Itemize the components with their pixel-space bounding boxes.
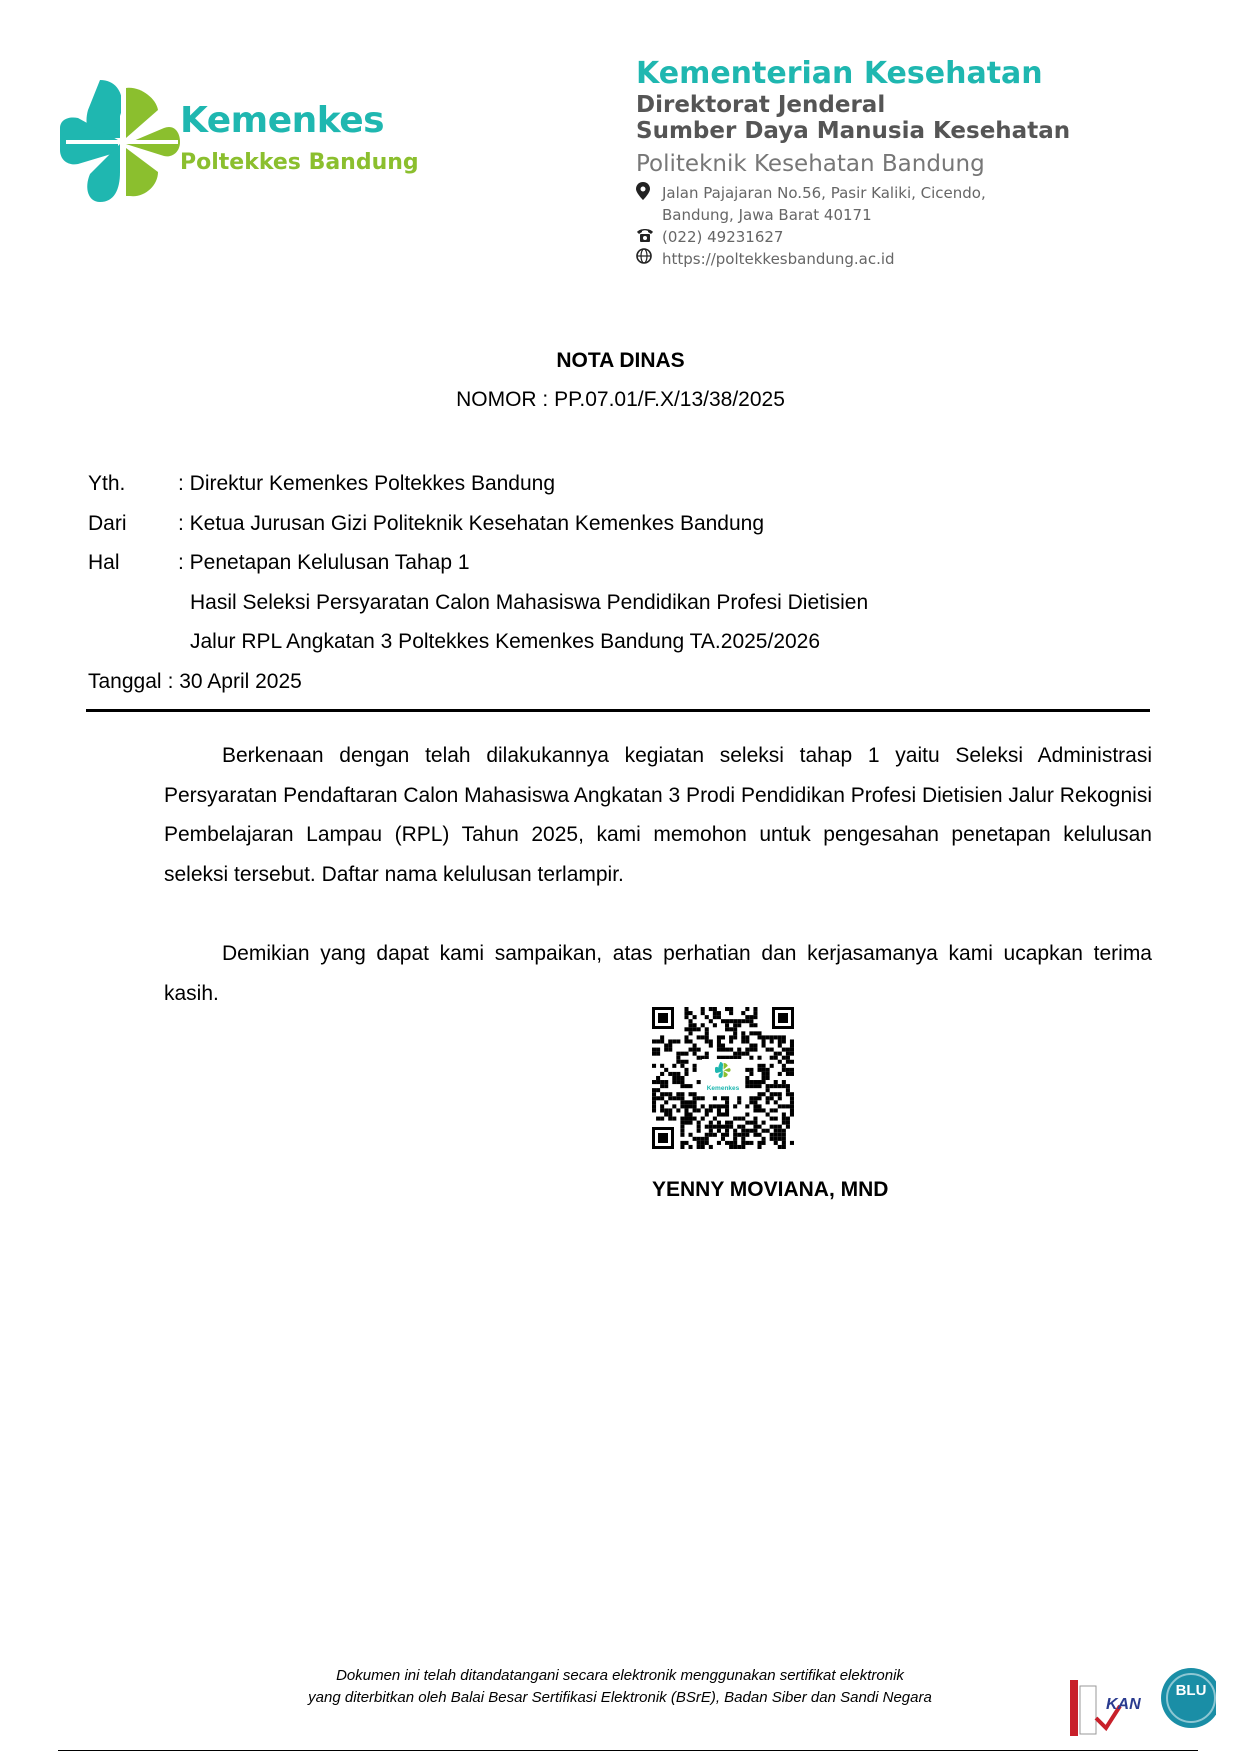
globe-icon	[636, 248, 662, 270]
separator-rule	[86, 709, 1150, 712]
tanggal-label: Tanggal	[88, 669, 162, 693]
letterhead	[636, 56, 1196, 270]
directorate-line-2: Sumber Daya Manusia Kesehatan	[636, 118, 1071, 144]
ministry-name: Kementerian Kesehatan	[636, 56, 1043, 91]
meta-row-tanggal	[88, 662, 868, 702]
kan-badge: KAN	[1106, 1696, 1141, 1713]
address-line-1: Jalan Pajajaran No.56, Pasir Kaliki, Cicendo,	[662, 184, 986, 202]
memo-meta	[88, 464, 868, 701]
qr-caption: Kemenkes	[706, 1085, 740, 1092]
document-title: NOTA DINAS	[556, 349, 685, 372]
phone-number: (022) 49231627	[662, 228, 784, 246]
institution-name: Politeknik Kesehatan Bandung	[636, 151, 985, 177]
hal-value-2: Hasil Seleksi Persyaratan Calon Mahasiswa Pendidikan Profesi Dietisien	[190, 590, 869, 614]
document-number: NOMOR : PP.07.01/F.X/13/38/2025	[456, 388, 785, 411]
yth-value: : Direktur Kemenkes Poltekkes Bandung	[178, 472, 556, 495]
yth-label: Yth.	[88, 472, 126, 495]
blu-badge: BLU	[1175, 1682, 1207, 1699]
address-row	[636, 182, 1196, 226]
meta-row-dari	[88, 504, 868, 544]
hal-label: Hal	[88, 551, 120, 574]
footer-rule	[58, 1750, 1198, 1751]
esign-notice-line-1: Dokumen ini telah ditandatangani secara elektronik menggunakan sertifikat elektronik	[336, 1667, 904, 1684]
esign-notice-line-2: yang diterbitkan oleh Balai Besar Sertifikasi Elektronik (BSrE), Badan Siber dan Sandi Negara	[308, 1689, 932, 1706]
logo-subtitle: Poltekkes Bandung	[180, 150, 419, 175]
phone-row	[636, 226, 1196, 248]
website-link[interactable]: https://poltekkesbandung.ac.id	[662, 250, 895, 268]
signature-qr-code	[652, 1007, 794, 1149]
meta-row-yth	[88, 464, 868, 504]
certification-badges	[1066, 1660, 1216, 1750]
logo-title: Kemenkes	[180, 100, 385, 141]
address-line-2: Bandung, Jawa Barat 40171	[662, 206, 872, 224]
body-paragraph-2: Demikian yang dapat kami sampaikan, atas perhatian dan kerjasamanya kami ucapkan terima kasih.	[164, 942, 1152, 1005]
dari-label: Dari	[88, 511, 127, 535]
location-pin-icon	[636, 182, 662, 206]
hal-value-3: Jalur RPL Angkatan 3 Poltekkes Kemenkes Bandung TA.2025/2026	[190, 630, 821, 653]
website-row	[636, 248, 1196, 270]
tanggal-value: : 30 April 2025	[167, 669, 302, 693]
phone-icon	[636, 226, 662, 248]
signer-name: YENNY MOVIANA, MND	[652, 1178, 889, 1201]
body-paragraph-1: Berkenaan dengan telah dilakukannya kegiatan seleksi tahap 1 yaitu Seleksi Administrasi Persyaratan Pendaftaran Calon Mahasiswa Angkatan 3 Prodi Pendidikan Profesi Dietisien Jalur Rekognisi Pembelajaran Lampau (RPL) Tahun 2025, kami memohon untuk pengesahan penetapan kelulusan seleksi tersebut. Daftar nama kelulusan terlampir.	[164, 744, 1152, 886]
meta-row-hal	[88, 543, 868, 583]
kemenkes-emblem-icon	[60, 80, 180, 202]
dari-value: : Ketua Jurusan Gizi Politeknik Kesehatan Kemenkes Bandung	[178, 511, 765, 535]
iso-cert-bar	[1070, 1680, 1078, 1736]
directorate-line-1: Direktorat Jenderal	[636, 92, 886, 118]
kemenkes-logo	[60, 80, 420, 202]
hal-value-1: : Penetapan Kelulusan Tahap 1	[178, 551, 470, 574]
